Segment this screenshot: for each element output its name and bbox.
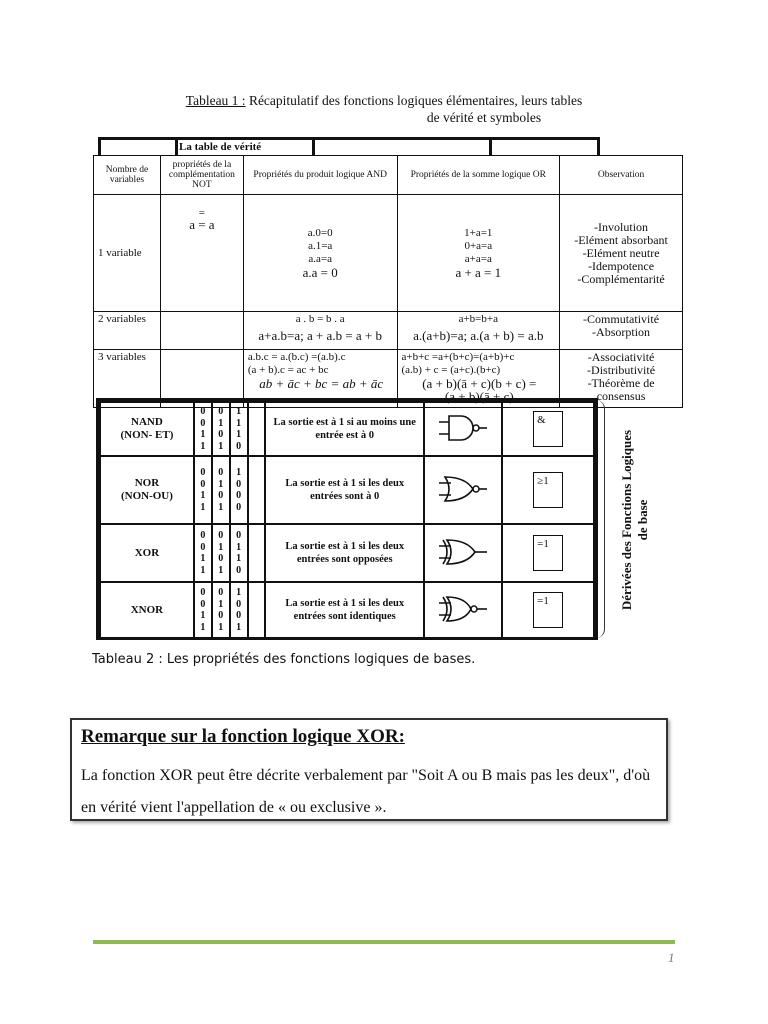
observation: -Théorème de consensus	[587, 376, 655, 403]
truth-value: 0	[218, 530, 224, 541]
table-row	[100, 456, 594, 524]
double-bar: =	[198, 207, 205, 219]
row-variables: 1 variable	[94, 195, 161, 312]
table1-header-row	[94, 156, 683, 195]
table-row	[100, 524, 594, 582]
truth-value: 0	[200, 541, 206, 553]
truth-value: 0	[236, 530, 242, 541]
formula: a+a.b=a; a + a.b = a + b	[258, 328, 382, 343]
gate-name-alt: (NON-OU)	[120, 490, 173, 502]
truth-value: 0	[218, 610, 224, 621]
formula: a + a = 1	[455, 265, 502, 280]
iec-symbol-label: =1	[537, 538, 549, 550]
derived-functions-label	[606, 400, 664, 640]
header-or: Propriétés de la somme logique OR	[397, 156, 560, 195]
gate-symbol-icon	[424, 524, 502, 582]
header-observation: Observation	[560, 156, 683, 195]
page-number: 1	[668, 950, 675, 965]
observation: -Complémentarité	[577, 271, 665, 286]
properties-table	[93, 155, 683, 408]
not-cell	[160, 195, 243, 312]
gates-table-frame	[96, 398, 598, 640]
output-column	[230, 402, 248, 456]
truth-value: 1	[236, 541, 242, 553]
spacer-cell	[248, 524, 266, 582]
xor-remark-box	[70, 718, 668, 821]
truth-value: 1	[218, 541, 224, 553]
truth-value: 1	[200, 490, 206, 501]
table1-top-strip	[98, 137, 600, 156]
gate-name	[100, 524, 194, 582]
truth-value: 1	[200, 501, 206, 513]
spacer-cell	[248, 582, 266, 638]
truth-value: 1	[218, 417, 224, 429]
table-row	[100, 582, 594, 638]
truth-value: 0	[218, 406, 224, 417]
input-b-column	[212, 456, 230, 524]
formula: a.(a+b)=a; a.(a + b) = a.b	[413, 328, 544, 343]
truth-value: 0	[236, 501, 242, 513]
truth-value: 0	[200, 587, 206, 598]
formula: a.b.c = a.(b.c) =(a.b).c	[247, 351, 346, 363]
output-column	[230, 582, 248, 638]
formula: (a + b)(ā + c)	[444, 389, 514, 404]
gate-symbol-icon	[424, 582, 502, 638]
truth-value: 1	[200, 564, 206, 576]
truth-value: 0	[218, 587, 224, 598]
input-a-column	[194, 456, 212, 524]
truth-value: 0	[218, 429, 224, 440]
truth-value: 1	[218, 440, 224, 452]
formula: (a.b) + c = (a+c).(b+c)	[401, 364, 501, 376]
title-line2: de vérité et symboles	[426, 110, 542, 125]
gate-description: La sortie est à 1 si au moins une entrée est à 0	[265, 402, 424, 456]
iec-symbol-box	[533, 592, 563, 628]
truth-value: 0	[200, 406, 206, 417]
gate-name-main: XNOR	[130, 603, 164, 616]
formula: (a + b).c = ac + bc	[247, 364, 329, 376]
truth-value: 1	[236, 406, 242, 417]
spacer-cell	[248, 402, 266, 456]
formula: a.1=a	[308, 240, 333, 252]
not-cell	[160, 312, 243, 350]
brace-icon	[596, 400, 605, 638]
gate-name-main: NOR	[134, 477, 160, 489]
input-b-column	[212, 402, 230, 456]
input-b-column	[212, 582, 230, 638]
gate-name-alt: (NON- ET)	[120, 429, 174, 441]
iec-symbol-label: =1	[537, 595, 549, 607]
iec-symbol	[502, 524, 594, 582]
truth-value: 1	[218, 598, 224, 610]
truth-value: 1	[200, 440, 206, 452]
truth-value: 0	[200, 467, 206, 478]
header-not: propriétés de la complémentation NOT	[160, 156, 243, 195]
truth-value: 0	[200, 478, 206, 490]
table-row	[100, 402, 594, 456]
truth-value: 1	[200, 429, 206, 440]
truth-table-label: La table de vérité	[179, 141, 262, 153]
or-cell	[397, 312, 560, 350]
and-cell	[243, 312, 397, 350]
formula: a+b=b+a	[458, 313, 498, 325]
input-b-column	[212, 524, 230, 582]
truth-value: 0	[236, 440, 242, 452]
formula: 1+a=1	[464, 227, 493, 239]
truth-value: 1	[236, 417, 242, 429]
gate-name-main: XOR	[134, 546, 160, 559]
spacer-cell	[248, 456, 266, 524]
gate-symbol-icon	[424, 456, 502, 524]
table-row	[94, 312, 683, 350]
observation: -Distributivité	[587, 363, 656, 377]
gate-symbol-icon	[424, 402, 502, 456]
truth-value: 1	[218, 564, 224, 576]
side-label-line1: Dérivées des Fonctions Logiques	[619, 429, 634, 611]
iec-symbol	[502, 582, 594, 638]
observation: -Involution	[594, 219, 649, 234]
and-cell	[243, 195, 397, 312]
observation-cell	[560, 195, 683, 312]
remark-title: Remarque sur la fonction logique XOR:	[81, 726, 405, 747]
iec-symbol-label: ≥1	[537, 475, 549, 487]
iec-symbol-label: &	[537, 414, 546, 426]
gate-description: La sortie est à 1 si les deux entrées sont identiques	[265, 582, 424, 638]
formula: 0+a=a	[464, 240, 493, 252]
gate-description: La sortie est à 1 si les deux entrées sont opposées	[265, 524, 424, 582]
output-column	[230, 456, 248, 524]
table-row	[94, 195, 683, 312]
observation: -Associativité	[587, 350, 655, 364]
iec-symbol-box	[533, 472, 563, 508]
truth-value: 0	[218, 490, 224, 501]
row-variables: 3 variables	[94, 350, 161, 408]
truth-value: 1	[236, 621, 242, 633]
formula: a.a = 0	[302, 265, 338, 280]
truth-value: 1	[218, 478, 224, 490]
output-column	[230, 524, 248, 582]
formula: (a + b)(ā + c)(b + c) =	[422, 376, 537, 391]
formula: a.0=0	[307, 227, 333, 239]
truth-value: 1	[218, 501, 224, 513]
observation-cell	[560, 312, 683, 350]
input-a-column	[194, 582, 212, 638]
or-cell	[397, 195, 560, 312]
truth-value: 0	[200, 417, 206, 429]
input-a-column	[194, 402, 212, 456]
gate-name	[100, 582, 194, 638]
iec-symbol-box	[533, 411, 563, 447]
remark-text: La fonction XOR peut être décrite verbalement par "Soit A ou B mais pas les deux", d'où en vérité vient l'appellation de « ou exclusive ».	[81, 767, 651, 816]
observation: -Commutativité	[583, 312, 660, 326]
iec-symbol	[502, 402, 594, 456]
truth-value: 0	[200, 598, 206, 610]
observation: -Absorption	[592, 325, 651, 339]
header-and: Propriétés du produit logique AND	[243, 156, 397, 195]
formula: ab + āc + bc = ab + āc	[259, 376, 384, 391]
truth-value: 0	[236, 610, 242, 621]
footer-rule	[93, 940, 675, 944]
truth-value: 1	[200, 553, 206, 564]
truth-value: 1	[236, 467, 242, 478]
formula: a+b+c =a+(b+c)=(a+b)+c	[401, 351, 515, 363]
truth-value: 1	[236, 553, 242, 564]
truth-value: 1	[200, 621, 206, 633]
table2-caption: Tableau 2 : Les propriétés des fonctions logiques de bases.	[92, 652, 476, 667]
truth-value: 0	[236, 478, 242, 490]
header-variables: Nombre de variables	[94, 156, 161, 195]
observation: -Elément neutre	[582, 245, 660, 260]
truth-value: 1	[218, 621, 224, 633]
formula: a+a=a	[464, 253, 492, 265]
truth-value: 0	[218, 467, 224, 478]
truth-value: 0	[200, 530, 206, 541]
gate-description: La sortie est à 1 si les deux entrées sont à 0	[265, 456, 424, 524]
gates-table	[99, 401, 595, 639]
iec-symbol	[502, 456, 594, 524]
truth-value: 0	[236, 598, 242, 610]
iec-symbol-box	[533, 535, 563, 571]
title-prefix: Tableau 1 :	[185, 93, 246, 108]
row-variables: 2 variables	[94, 312, 161, 350]
truth-value: 0	[236, 564, 242, 576]
truth-value: 0	[236, 490, 242, 501]
table1-title	[0, 92, 768, 126]
truth-value: 1	[200, 610, 206, 621]
truth-value: 0	[218, 553, 224, 564]
input-a-column	[194, 524, 212, 582]
observation: -Elément absorbant	[574, 232, 668, 247]
truth-value: 1	[236, 587, 242, 598]
gate-name-main: NAND	[131, 416, 163, 428]
observation: -Idempotence	[588, 258, 655, 273]
gate-name	[100, 402, 194, 456]
involution-formula: a = a	[189, 217, 215, 232]
formula: a . b = b . a	[295, 313, 345, 325]
side-label-line2: de base	[635, 499, 650, 541]
truth-value: 1	[236, 429, 242, 440]
gate-name	[100, 456, 194, 524]
title-line1: Récapitulatif des fonctions logiques élémentaires, leurs tables	[245, 93, 583, 108]
formula: a.a=a	[308, 253, 332, 265]
